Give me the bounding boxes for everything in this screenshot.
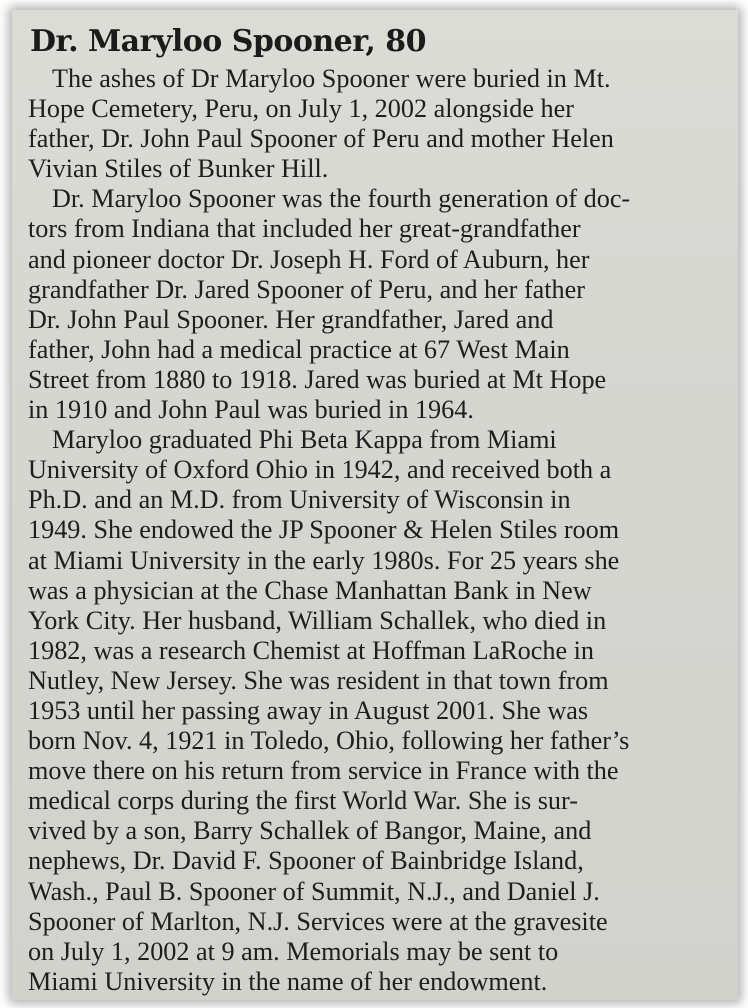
text-line: father, John had a medical practice at 67 West Main <box>28 334 570 364</box>
text-line: Wash., Paul B. Spooner of Summit, N.J., and Daniel J. <box>28 876 600 906</box>
text-line: Dr. Maryloo Spooner was the fourth generation of doc- <box>52 184 631 214</box>
text-line: Street from 1880 to 1918. Jared was buried at Mt Hope <box>28 364 607 394</box>
obituary-paragraph <box>28 184 728 425</box>
obituary-paragraph <box>28 425 728 997</box>
text-line: tors from Indiana that included her great-grandfather <box>28 214 581 244</box>
text-line: Dr. John Paul Spooner. Her grandfather, Jared and <box>28 304 554 334</box>
text-line: in 1910 and John Paul was buried in 1964. <box>28 395 474 425</box>
text-line: was a physician at the Chase Manhattan Bank in New <box>28 575 592 605</box>
text-line: move there on his return from service in France with the <box>28 756 619 786</box>
text-line: 1953 until her passing away in August 2001. She was <box>28 695 589 725</box>
text-line: The ashes of Dr Maryloo Spooner were buried in Mt. <box>52 64 611 93</box>
text-line: at Miami University in the early 1980s. For 25 years she <box>28 545 620 575</box>
obituary-paragraph <box>28 64 728 184</box>
text-line: vived by a son, Barry Schallek of Bangor, Maine, and <box>28 816 592 846</box>
text-line: and pioneer doctor Dr. Joseph H. Ford of Auburn, her <box>28 244 590 274</box>
text-line: born Nov. 4, 1921 in Toledo, Ohio, following her father’s <box>28 726 630 756</box>
text-line: on July 1, 2002 at 9 am. Memorials may be sent to <box>28 936 559 966</box>
text-line: Maryloo graduated Phi Beta Kappa from Miami <box>52 425 557 455</box>
text-line: medical corps during the first World War. She is sur- <box>28 786 578 816</box>
text-line: York City. Her husband, William Schallek, who died in <box>28 605 607 635</box>
text-line: Vivian Stiles of Bunker Hill. <box>28 154 329 184</box>
obituary-body <box>28 64 728 997</box>
obituary-headline: Dr. Maryloo Spooner, 80 <box>30 24 427 59</box>
text-line: nephews, Dr. David F. Spooner of Bainbridge Island, <box>28 846 584 876</box>
text-line: Miami University in the name of her endowment. <box>28 966 548 996</box>
text-line: Hope Cemetery, Peru, on July 1, 2002 alongside her <box>28 94 574 124</box>
text-line: grandfather Dr. Jared Spooner of Peru, and her father <box>28 274 585 304</box>
text-line: father, Dr. John Paul Spooner of Peru and mother Helen <box>28 124 614 154</box>
newspaper-clipping <box>12 10 738 1000</box>
text-line: 1982, was a research Chemist at Hoffman LaRoche in <box>28 635 595 665</box>
text-line: Spooner of Marlton, N.J. Services were at the gravesite <box>28 906 608 936</box>
text-line: 1949. She endowed the JP Spooner & Helen Stiles room <box>28 515 620 545</box>
text-line: University of Oxford Ohio in 1942, and received both a <box>28 455 612 485</box>
text-line: Nutley, New Jersey. She was resident in that town from <box>28 665 609 695</box>
text-line: Ph.D. and an M.D. from University of Wisconsin in <box>28 485 571 515</box>
